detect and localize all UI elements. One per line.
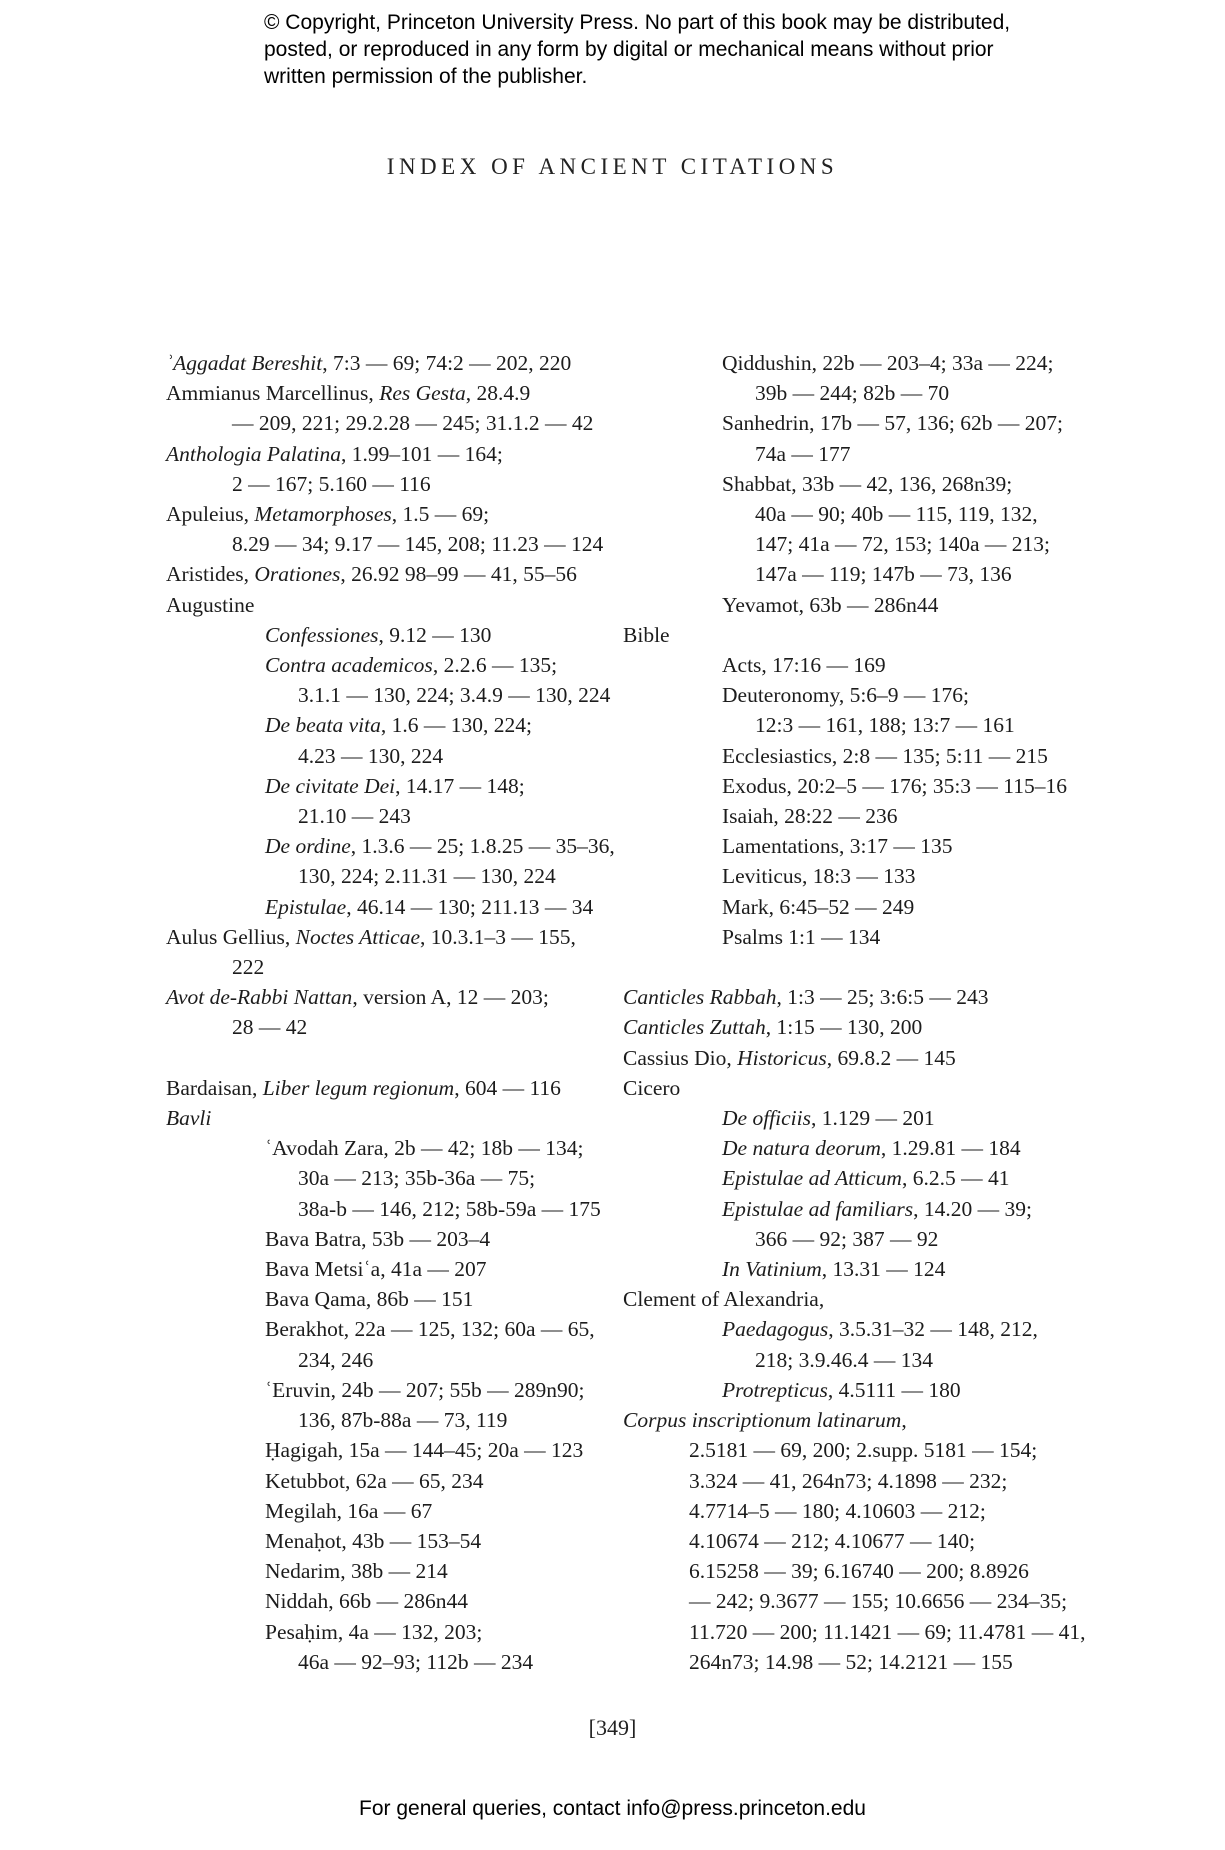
index-entry-title: Anthologia Palatina bbox=[166, 441, 341, 466]
index-entry-text: 136, 87b-88a — 73, 119 bbox=[298, 1408, 508, 1433]
index-entry bbox=[166, 1466, 606, 1496]
index-entry-text: Qiddushin, 22b — 203–4; 33a — 224; bbox=[722, 351, 1054, 375]
index-column-right bbox=[623, 348, 1086, 1677]
index-entry bbox=[166, 620, 606, 650]
index-entry bbox=[166, 801, 606, 831]
index-entry bbox=[166, 559, 606, 589]
index-entry-text: , 46.14 — 130; 211.13 — 34 bbox=[346, 894, 594, 919]
index-entry bbox=[623, 801, 1063, 831]
index-entry-text: 366 — 92; 387 — 92 bbox=[755, 1226, 939, 1251]
index-entry-text: Exodus, 20:2–5 — 176; 35:3 — 115–16 bbox=[722, 773, 1067, 798]
index-entry bbox=[166, 469, 606, 499]
index-entry-title: Res Gesta bbox=[379, 381, 466, 406]
blank-line bbox=[166, 1043, 606, 1073]
index-entry-text: Cicero bbox=[623, 1075, 681, 1100]
index-entry bbox=[166, 982, 606, 1012]
index-entry-title: Metamorphoses bbox=[254, 502, 392, 527]
index-entry-text: 46a — 92–93; 112b — 234 bbox=[298, 1649, 534, 1674]
index-entry bbox=[166, 861, 606, 891]
index-entry-text: 3.1.1 — 130, 224; 3.4.9 — 130, 224 bbox=[298, 683, 611, 708]
index-entry bbox=[166, 892, 606, 922]
index-entry bbox=[623, 1466, 1063, 1496]
index-entry-text: Ketubbot, 62a — 65, 234 bbox=[265, 1468, 484, 1493]
index-entry-title: Bavli bbox=[166, 1106, 212, 1131]
index-entry bbox=[623, 982, 1063, 1012]
page-number: [349] bbox=[588, 1715, 637, 1740]
index-entry-text: Acts, 17:16 — 169 bbox=[722, 653, 886, 678]
index-entry-text: Cassius Dio, bbox=[623, 1045, 738, 1070]
index-entry-title: Epistulae ad familiars bbox=[722, 1196, 914, 1221]
index-entry-title: De natura deorum bbox=[722, 1136, 881, 1161]
index-entry-text: Psalms 1:1 — 134 bbox=[722, 924, 881, 949]
index-entry bbox=[166, 439, 606, 469]
index-entry-title: Epistulae bbox=[265, 894, 347, 919]
index-entry bbox=[166, 1073, 606, 1103]
index-entry bbox=[623, 1043, 1063, 1073]
index-entry bbox=[623, 650, 1063, 680]
index-entry bbox=[166, 1103, 606, 1133]
index-entry-text: , 7:3 — 69; 74:2 — 202, 220 bbox=[322, 351, 572, 375]
index-entry-text: , 1.3.6 — 25; 1.8.25 — 35–36, bbox=[350, 834, 615, 859]
index-entry bbox=[166, 741, 606, 771]
index-entry-text: Niddah, 66b — 286n44 bbox=[265, 1589, 469, 1614]
index-entry bbox=[166, 680, 611, 710]
index-entry-text: 11.720 — 200; 11.1421 — 69; 11.4781 — 41, bbox=[689, 1619, 1086, 1644]
index-entry bbox=[623, 348, 1063, 378]
index-entry-title: De ordine bbox=[265, 834, 351, 859]
index-entry bbox=[623, 831, 1063, 861]
index-entry bbox=[166, 952, 606, 982]
index-entry-title: De officiis bbox=[722, 1106, 811, 1131]
index-entry-title: Contra academicos bbox=[265, 653, 433, 678]
index-entry-text: Yevamot, 63b — 286n44 bbox=[722, 592, 939, 617]
index-entry bbox=[166, 408, 606, 438]
index-entry bbox=[166, 1224, 606, 1254]
index-entry bbox=[166, 1526, 606, 1556]
index-entry-title: Epistulae ad Atticum bbox=[722, 1166, 902, 1191]
index-entry-text: 39b — 244; 82b — 70 bbox=[755, 381, 950, 406]
index-entry-title: Orationes bbox=[254, 562, 341, 587]
index-entry bbox=[166, 1405, 606, 1435]
index-entry-title: Corpus inscriptionum latinarum bbox=[623, 1408, 902, 1433]
index-entry bbox=[623, 1012, 1063, 1042]
index-entry bbox=[166, 1254, 606, 1284]
index-entry bbox=[623, 922, 1063, 952]
index-entry-text: , 3.5.31–32 — 148, 212, bbox=[828, 1317, 1038, 1342]
index-entry bbox=[166, 1375, 606, 1405]
index-entry-text: 218; 3.9.46.4 — 134 bbox=[755, 1347, 933, 1372]
index-entry-text: , 1.29.81 — 184 bbox=[880, 1136, 1021, 1161]
index-entry-text: 4.7714–5 — 180; 4.10603 — 212; bbox=[689, 1498, 986, 1523]
index-entry-text: Leviticus, 18:3 — 133 bbox=[722, 864, 916, 889]
index-entry-text: Mark, 6:45–52 — 249 bbox=[722, 894, 915, 919]
index-entry-text: Bible bbox=[623, 622, 670, 647]
index-entry-title: Canticles Zuttah bbox=[623, 1015, 766, 1040]
index-entry-text: , 1:3 — 25; 3:6:5 — 243 bbox=[776, 985, 989, 1010]
index-entry-text: , 9.12 — 130 bbox=[378, 622, 492, 647]
index-entry bbox=[166, 650, 606, 680]
index-entry bbox=[166, 1133, 606, 1163]
index-entry-text: 147; 41a — 72, 153; 140a — 213; bbox=[755, 532, 1051, 557]
index-entry bbox=[623, 710, 1063, 740]
index-entry-text: 12:3 — 161, 188; 13:7 — 161 bbox=[755, 713, 1015, 738]
index-entry bbox=[623, 1103, 1063, 1133]
index-entry bbox=[166, 1314, 606, 1344]
index-entry-text: Bava Metsiʿa, 41a — 207 bbox=[265, 1257, 487, 1282]
index-entry-text: , 1.5 — 69; bbox=[391, 502, 490, 527]
blank-line bbox=[623, 952, 1063, 982]
index-entry-text: Clement of Alexandria, bbox=[623, 1287, 825, 1312]
index-entry bbox=[166, 1435, 606, 1465]
index-entry bbox=[623, 1224, 1063, 1254]
index-entry-text: Ḥagigah, 15a — 144–45; 20a — 123 bbox=[265, 1438, 584, 1463]
index-entry-text: 4.10674 — 212; 4.10677 — 140; bbox=[689, 1528, 976, 1553]
index-entry-text: , 1.6 — 130, 224; bbox=[380, 713, 532, 738]
index-entry bbox=[623, 1586, 1068, 1616]
index-entry-text: 28 — 42 bbox=[232, 1015, 308, 1040]
index-entry-title: Protrepticus bbox=[722, 1377, 828, 1402]
index-entry bbox=[623, 378, 1063, 408]
index-entry-text: ʿAvodah Zara, 2b — 42; 18b — 134; bbox=[265, 1136, 584, 1161]
index-entry-text: 38a-b — 146, 212; 58b-59a — 175 bbox=[298, 1196, 601, 1221]
index-entry bbox=[623, 1375, 1063, 1405]
index-entry-text: 147a — 119; 147b — 73, 136 bbox=[755, 562, 1012, 587]
index-entry bbox=[623, 680, 1063, 710]
index-entry-text: 8.29 — 34; 9.17 — 145, 208; 11.23 — 124 bbox=[232, 532, 604, 557]
index-entry bbox=[623, 892, 1063, 922]
footer-contact: For general queries, contact info@press.princeton.edu bbox=[359, 1797, 866, 1820]
index-entry-text: Augustine bbox=[166, 592, 255, 617]
index-entry-text: , 604 — 116 bbox=[454, 1075, 561, 1100]
index-entry bbox=[623, 1254, 1063, 1284]
index-entry-text: , 1:15 — 130, 200 bbox=[765, 1015, 923, 1040]
index-entry-text: , 13.31 — 124 bbox=[821, 1257, 946, 1282]
index-entry-text: 4.23 — 130, 224 bbox=[298, 743, 444, 768]
index-entry bbox=[623, 439, 1063, 469]
index-entry-title: Liber legum regionum bbox=[262, 1075, 455, 1100]
index-entry bbox=[623, 1526, 1063, 1556]
index-entry-text: , 1.99–101 — 164; bbox=[340, 441, 503, 466]
index-entry bbox=[623, 1496, 1063, 1526]
index-entry bbox=[166, 378, 606, 408]
index-entry bbox=[623, 620, 1063, 650]
index-entry bbox=[166, 1647, 606, 1677]
index-entry bbox=[623, 1647, 1063, 1677]
index-entry bbox=[623, 1073, 1063, 1103]
index-entry-text: ʿEruvin, 24b — 207; 55b — 289n90; bbox=[265, 1377, 585, 1402]
index-entry bbox=[623, 1617, 1086, 1647]
index-entry-text: 222 bbox=[232, 955, 265, 980]
index-entry-text: Ammianus Marcellinus, bbox=[166, 381, 380, 406]
index-entry-text: 2.5181 — 69, 200; 2.supp. 5181 — 154; bbox=[689, 1438, 1038, 1463]
index-entry bbox=[623, 741, 1063, 771]
index-entry-text: Aulus Gellius, bbox=[166, 924, 296, 949]
index-entry-text: 30a — 213; 35b-36a — 75; bbox=[298, 1166, 536, 1191]
index-entry bbox=[166, 1556, 606, 1586]
index-entry-text: 40a — 90; 40b — 115, 119, 132, bbox=[755, 502, 1038, 527]
index-entry-text: 264n73; 14.98 — 52; 14.2121 — 155 bbox=[689, 1649, 1013, 1674]
index-entry bbox=[166, 1194, 606, 1224]
index-entry-text: 130, 224; 2.11.31 — 130, 224 bbox=[298, 864, 556, 889]
index-entry bbox=[166, 1345, 606, 1375]
index-entry bbox=[166, 590, 606, 620]
index-entry-title: Confessiones bbox=[265, 622, 379, 647]
index-entry bbox=[623, 529, 1063, 559]
index-entry bbox=[623, 1194, 1063, 1224]
index-entry-text: , 14.17 — 148; bbox=[395, 773, 525, 798]
index-entry bbox=[623, 1163, 1063, 1193]
index-entry-text: , 4.5111 — 180 bbox=[827, 1377, 961, 1402]
index-entry bbox=[166, 1012, 606, 1042]
index-entry-text: Berakhot, 22a — 125, 132; 60a — 65, bbox=[265, 1317, 595, 1342]
index-entry bbox=[623, 861, 1063, 891]
index-entry-text: , 10.3.1–3 — 155, bbox=[420, 924, 576, 949]
index-entry-text: Ecclesiastics, 2:8 — 135; 5:11 — 215 bbox=[722, 743, 1048, 768]
index-entry-text: , version A, 12 — 203; bbox=[352, 985, 549, 1010]
index-entry-title: Paedagogus bbox=[722, 1317, 829, 1342]
index-entry-text: Sanhedrin, 17b — 57, 136; 62b — 207; bbox=[722, 411, 1063, 436]
index-entry-text: Bava Batra, 53b — 203–4 bbox=[265, 1226, 491, 1251]
index-entry-text: , 1.129 — 201 bbox=[810, 1106, 935, 1131]
index-entry-text: Deuteronomy, 5:6–9 — 176; bbox=[722, 683, 970, 708]
index-entry bbox=[623, 408, 1063, 438]
index-entry-text: Menaḥot, 43b — 153–54 bbox=[265, 1528, 482, 1553]
index-entry-text: 6.15258 — 39; 6.16740 — 200; 8.8926 bbox=[689, 1559, 1029, 1584]
index-entry-text: Bava Qama, 86b — 151 bbox=[265, 1287, 474, 1312]
index-entry-title: ʾAggadat Bereshit bbox=[166, 351, 323, 375]
index-entry-text: 3.324 — 41, 264n73; 4.1898 — 232; bbox=[689, 1468, 1008, 1493]
index-entry bbox=[166, 922, 606, 952]
index-entry bbox=[623, 590, 1063, 620]
index-entry bbox=[623, 771, 1067, 801]
index-entry-text: 234, 246 bbox=[298, 1347, 374, 1372]
index-entry bbox=[166, 1163, 606, 1193]
index-entry bbox=[166, 1284, 606, 1314]
index-entry-text: Shabbat, 33b — 42, 136, 268n39; bbox=[722, 471, 1013, 496]
index-entry-title: Avot de-Rabbi Nattan bbox=[166, 985, 353, 1010]
index-entry-text: , 6.2.5 — 41 bbox=[901, 1166, 1010, 1191]
index-entry-title: Canticles Rabbah bbox=[623, 985, 777, 1010]
index-entry-title: In Vatinium bbox=[722, 1257, 822, 1282]
index-entry-text: 21.10 — 243 bbox=[298, 804, 411, 829]
index-entry bbox=[623, 1133, 1063, 1163]
index-entry-text: — 242; 9.3677 — 155; 10.6656 — 234–35; bbox=[689, 1589, 1068, 1614]
index-entry-text: Lamentations, 3:17 — 135 bbox=[722, 834, 953, 859]
index-entry bbox=[623, 559, 1063, 589]
index-entry bbox=[166, 1617, 606, 1647]
index-entry-text: Pesaḥim, 4a — 132, 203; bbox=[265, 1619, 483, 1644]
index-entry-text: 2 — 167; 5.160 — 116 bbox=[232, 471, 431, 496]
index-entry-text: Megilah, 16a — 67 bbox=[265, 1498, 433, 1523]
index-entry-title: Historicus bbox=[737, 1045, 827, 1070]
index-entry-title: De civitate Dei bbox=[265, 773, 396, 798]
index-entry-text: , bbox=[901, 1408, 907, 1433]
index-entry bbox=[623, 1284, 1063, 1314]
index-entry-text: , 69.8.2 — 145 bbox=[826, 1045, 956, 1070]
index-entry bbox=[623, 1314, 1063, 1344]
index-entry bbox=[623, 1345, 1063, 1375]
index-entry-text: , 26.92 98–99 — 41, 55–56 bbox=[340, 562, 577, 587]
index-entry bbox=[623, 469, 1063, 499]
index-entry bbox=[623, 1405, 1063, 1435]
copyright-notice: © Copyright, Princeton University Press. No part of this book may be distributed, posted, or reproduced in any form by digital or mechanical means without prior written permission of the publisher. bbox=[264, 11, 1011, 88]
index-entry bbox=[166, 529, 606, 559]
index-entry bbox=[166, 831, 615, 861]
index-entry-text: , 2.2.6 — 135; bbox=[432, 653, 558, 678]
index-entry-text: Bardaisan, bbox=[166, 1075, 263, 1100]
page-title: INDEX OF ANCIENT CITATIONS bbox=[386, 154, 839, 179]
index-entry-text: , 28.4.9 bbox=[465, 381, 531, 406]
index-entry-text: 74a — 177 bbox=[755, 441, 851, 466]
index-entry-text: Nedarim, 38b — 214 bbox=[265, 1559, 448, 1584]
index-entry-title: De beata vita bbox=[265, 713, 381, 738]
index-entry-title: Noctes Atticae bbox=[295, 924, 421, 949]
index-entry-text: , 14.20 — 39; bbox=[913, 1196, 1032, 1221]
index-entry-text: Isaiah, 28:22 — 236 bbox=[722, 804, 898, 829]
index-entry-text: Apuleius, bbox=[166, 502, 255, 527]
index-entry bbox=[623, 499, 1063, 529]
index-entry-text: — 209, 221; 29.2.28 — 245; 31.1.2 — 42 bbox=[232, 411, 594, 436]
index-entry-text: Aristides, bbox=[166, 562, 255, 587]
index-entry bbox=[623, 1556, 1063, 1586]
index-column-left bbox=[166, 348, 615, 1677]
index-entry bbox=[166, 348, 606, 378]
index-entry bbox=[166, 710, 606, 740]
index-entry bbox=[166, 1496, 606, 1526]
index-entry bbox=[166, 771, 606, 801]
index-entry bbox=[166, 1586, 606, 1616]
index-entry bbox=[623, 1435, 1063, 1465]
index-entry bbox=[166, 499, 606, 529]
